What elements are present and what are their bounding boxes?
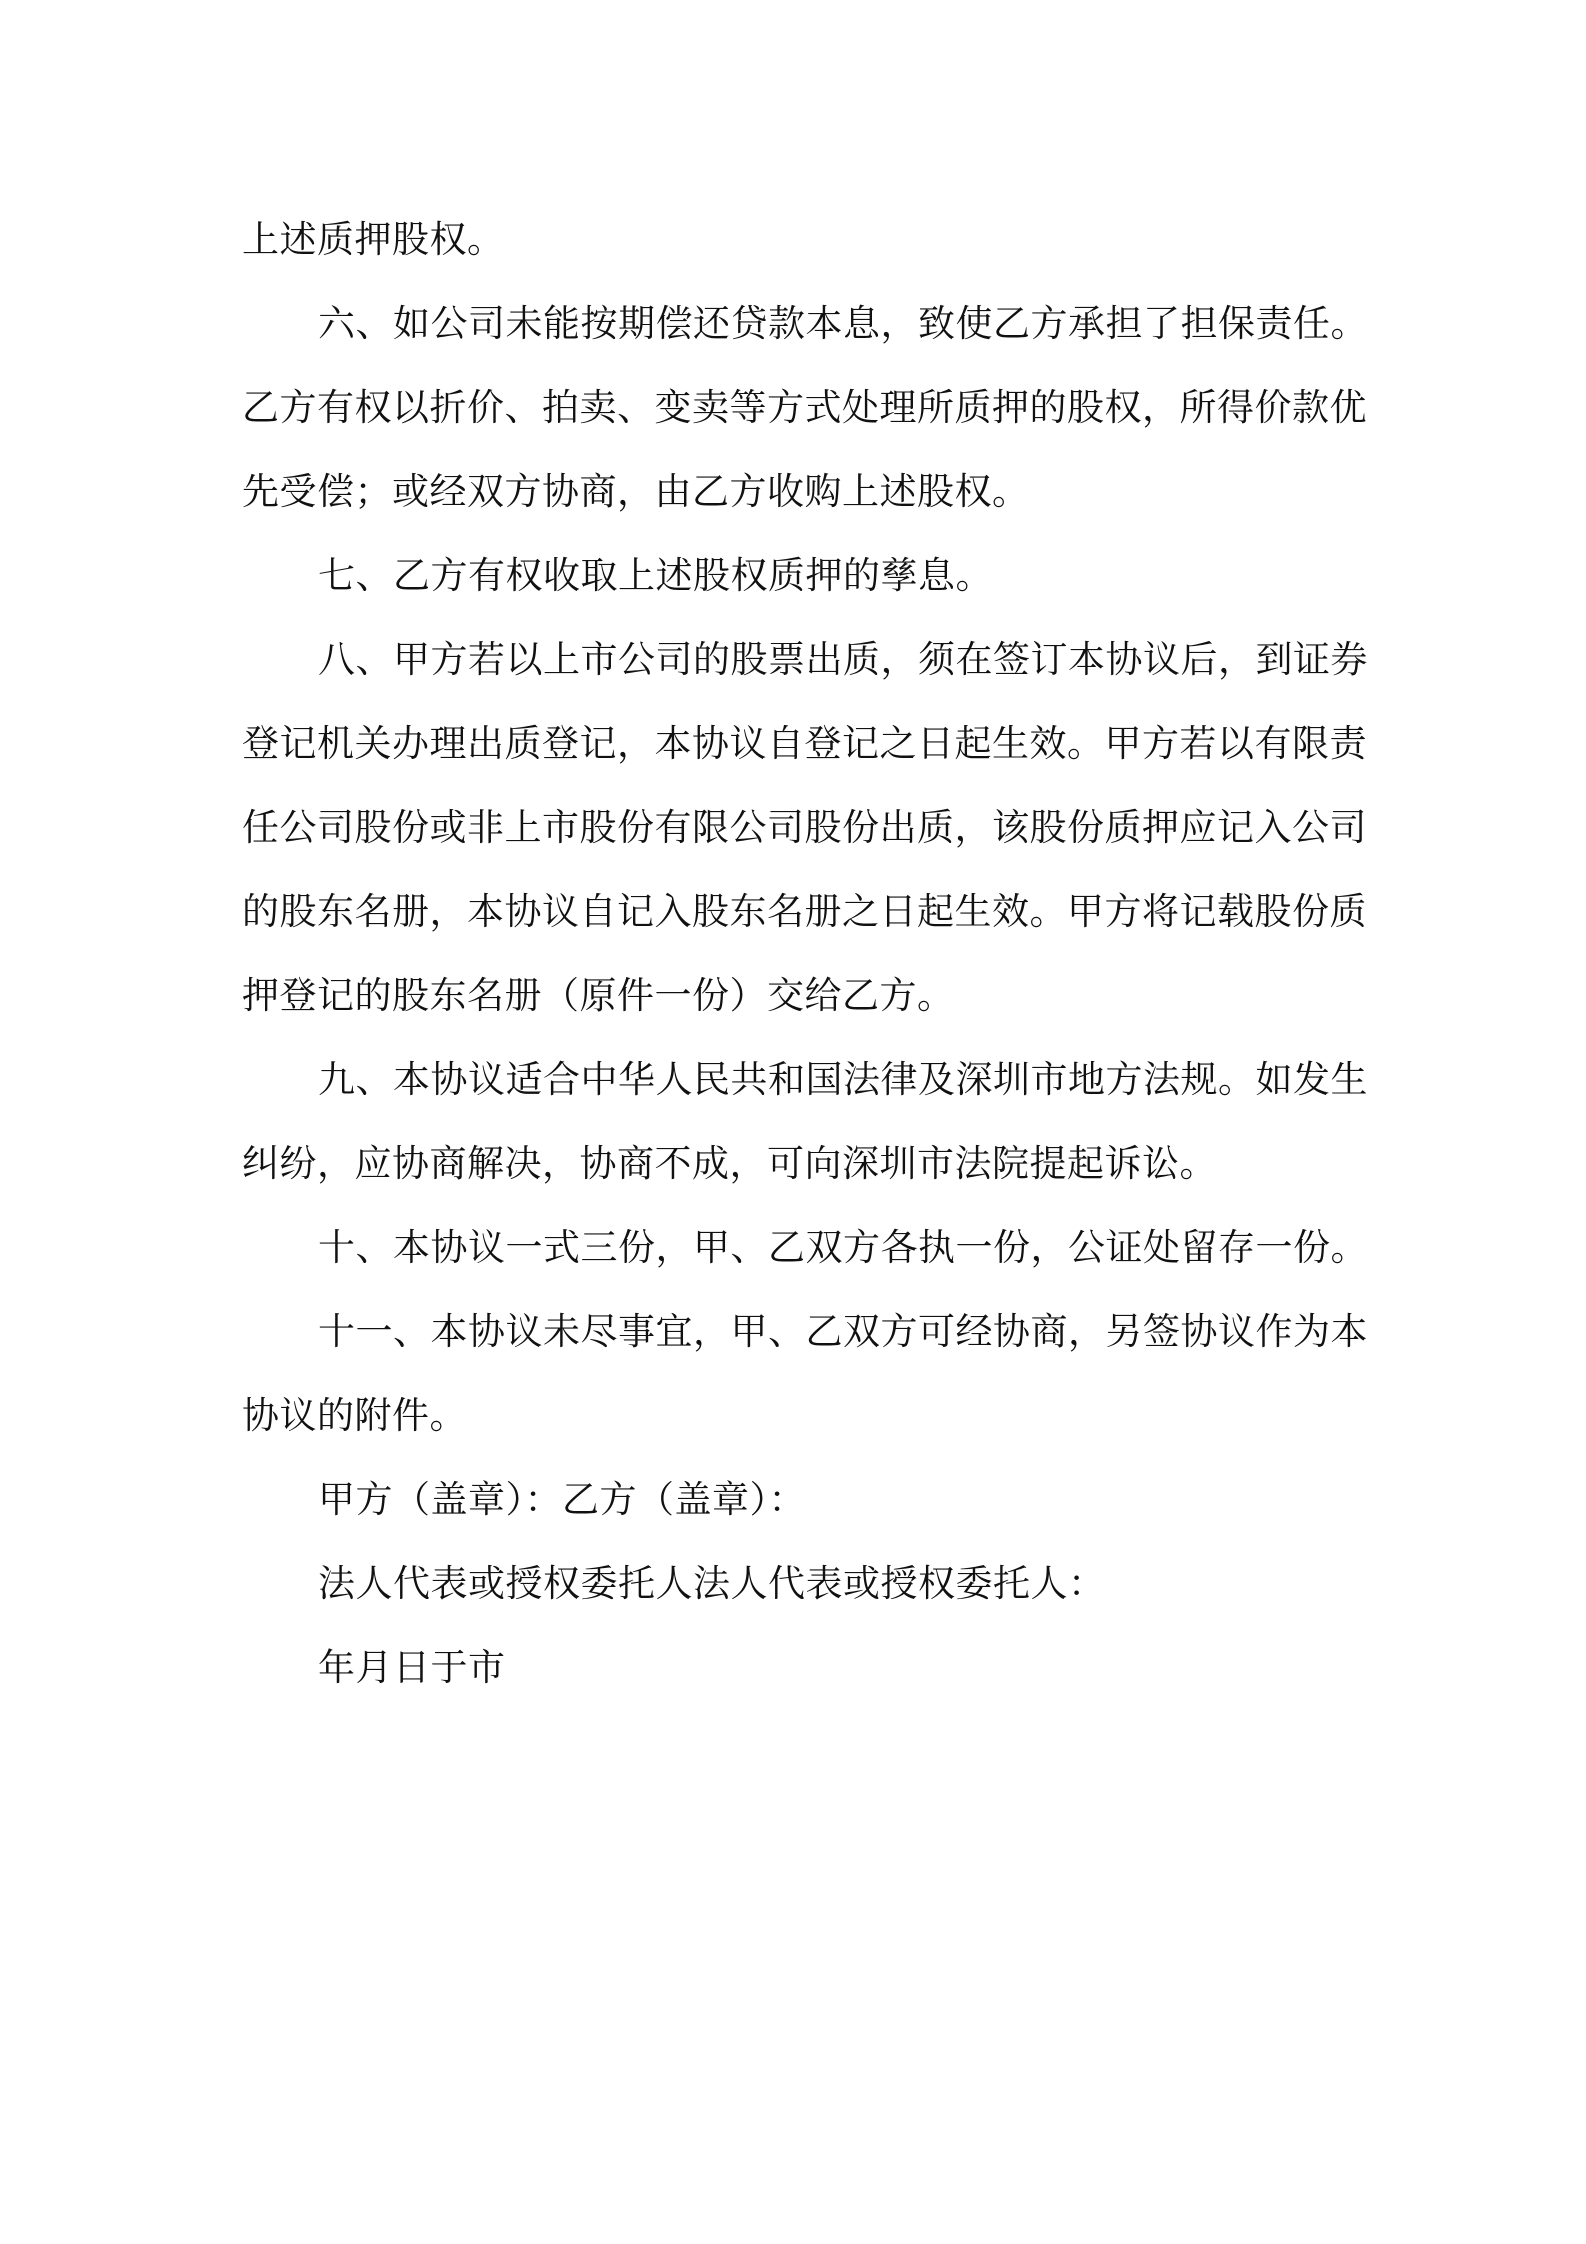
text-line: 七、乙方有权收取上述股权质押的孳息。 — [318, 554, 993, 597]
signature-party-line: 甲方（盖章）：乙方（盖章）： — [318, 1478, 806, 1521]
text-line: 十、本协议一式三份，甲、乙双方各执一份，公证处留存一份。 — [318, 1226, 1368, 1269]
text-line: 纠纷，应协商解决，协商不成，可向深圳市法院提起诉讼。 — [242, 1142, 1217, 1185]
text-line: 的股东名册，本协议自记入股东名册之日起生效。甲方将记载股份质 — [242, 890, 1367, 933]
text-line: 九、本协议适合中华人民共和国法律及深圳市地方法规。如发生 — [318, 1058, 1368, 1101]
text-line: 乙方有权以折价、拍卖、变卖等方式处理所质押的股权，所得价款优 — [242, 386, 1367, 429]
signature-representative-line: 法人代表或授权委托人法人代表或授权委托人： — [318, 1562, 1106, 1605]
text-line: 协议的附件。 — [242, 1394, 467, 1437]
text-line: 六、如公司未能按期偿还贷款本息，致使乙方承担了担保责任。 — [318, 302, 1368, 345]
document-body — [242, 198, 1368, 1710]
text-line: 登记机关办理出质登记，本协议自登记之日起生效。甲方若以有限责 — [242, 722, 1367, 765]
text-line: 先受偿；或经双方协商，由乙方收购上述股权。 — [242, 470, 1030, 513]
text-line: 十一、本协议未尽事宜，甲、乙双方可经协商，另签协议作为本 — [318, 1310, 1368, 1353]
text-line: 押登记的股东名册（原件一份）交给乙方。 — [242, 974, 955, 1017]
signature-date-line: 年月日于市 — [318, 1646, 506, 1689]
text-line: 任公司股份或非上市股份有限公司股份出质，该股份质押应记入公司 — [242, 806, 1367, 849]
text-line: 上述质押股权。 — [242, 218, 505, 261]
text-line: 八、甲方若以上市公司的股票出质，须在签订本协议后，到证券 — [318, 638, 1368, 681]
